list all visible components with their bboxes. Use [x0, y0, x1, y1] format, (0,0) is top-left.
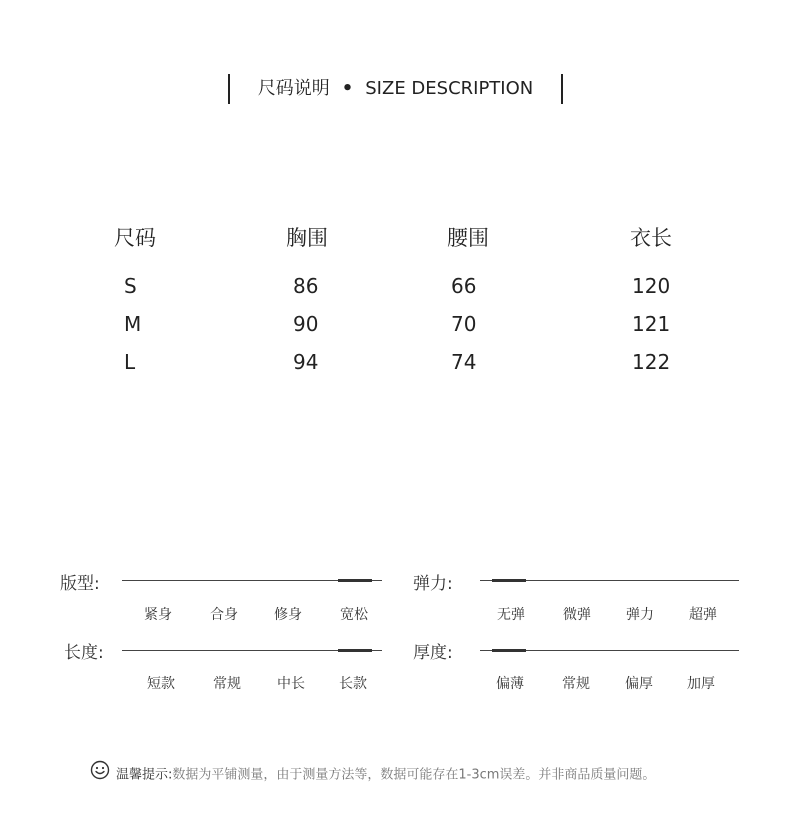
table-cell: 122 — [632, 350, 671, 374]
table-cell: 94 — [293, 350, 319, 374]
attr-length-marker — [338, 649, 372, 652]
header-waist: 腰围 — [447, 226, 489, 250]
attr-elasticity-marker — [492, 579, 526, 582]
attr-length-option: 常规 — [213, 676, 241, 692]
smile-icon — [90, 760, 110, 790]
attr-fit-marker — [338, 579, 372, 582]
attr-fit-option: 紧身 — [144, 607, 172, 623]
attr-thickness-option-selected: 偏薄 — [496, 676, 524, 692]
attr-elasticity-option-selected: 无弹 — [497, 607, 525, 623]
tip-note — [90, 760, 655, 786]
page-title — [232, 77, 559, 101]
attr-length-label: 长度: — [64, 643, 104, 663]
title-cn: 尺码说明 — [257, 78, 330, 99]
table-cell: S — [124, 274, 137, 298]
attr-thickness-option: 常规 — [562, 676, 590, 692]
table-cell: M — [124, 312, 142, 336]
attr-fit-option: 合身 — [210, 607, 238, 623]
header-size: 尺码 — [114, 226, 156, 250]
attr-elasticity-option: 超弹 — [689, 607, 717, 623]
attr-thickness-option: 偏厚 — [625, 676, 653, 692]
table-cell: 70 — [451, 312, 477, 336]
attr-thickness-marker — [492, 649, 526, 652]
attr-thickness-option: 加厚 — [687, 676, 715, 692]
attr-elasticity-option: 微弹 — [563, 607, 591, 623]
table-cell: 120 — [632, 274, 671, 298]
attr-length-option: 中长 — [277, 676, 305, 692]
attr-thickness-label: 厚度: — [413, 643, 453, 663]
title-bar-left — [228, 74, 230, 104]
attr-fit-option-selected: 宽松 — [340, 607, 368, 623]
header-chest: 胸围 — [286, 226, 328, 250]
attr-length-option-selected: 长款 — [339, 676, 367, 692]
table-cell: 86 — [293, 274, 319, 298]
title-section — [0, 74, 790, 104]
title-en: SIZE DESCRIPTION — [365, 78, 534, 99]
title-bar-right — [561, 74, 563, 104]
attr-fit-label: 版型: — [60, 574, 100, 594]
tip-label: 温馨提示: — [116, 767, 173, 783]
header-length: 衣长 — [630, 226, 672, 250]
attr-elasticity-option: 弹力 — [626, 607, 654, 623]
attr-length-option: 短款 — [147, 676, 175, 692]
attr-elasticity-label: 弹力: — [413, 574, 453, 594]
title-separator-dot: • — [341, 78, 354, 99]
table-cell: L — [124, 350, 136, 374]
tip-text: 数据为平铺测量，由于测量方法等，数据可能存在1-3cm误差。并非商品质量问题。 — [172, 767, 656, 783]
table-cell: 74 — [451, 350, 477, 374]
attr-fit-option: 修身 — [274, 607, 302, 623]
table-cell: 121 — [632, 312, 671, 336]
table-cell: 90 — [293, 312, 319, 336]
table-cell: 66 — [451, 274, 477, 298]
